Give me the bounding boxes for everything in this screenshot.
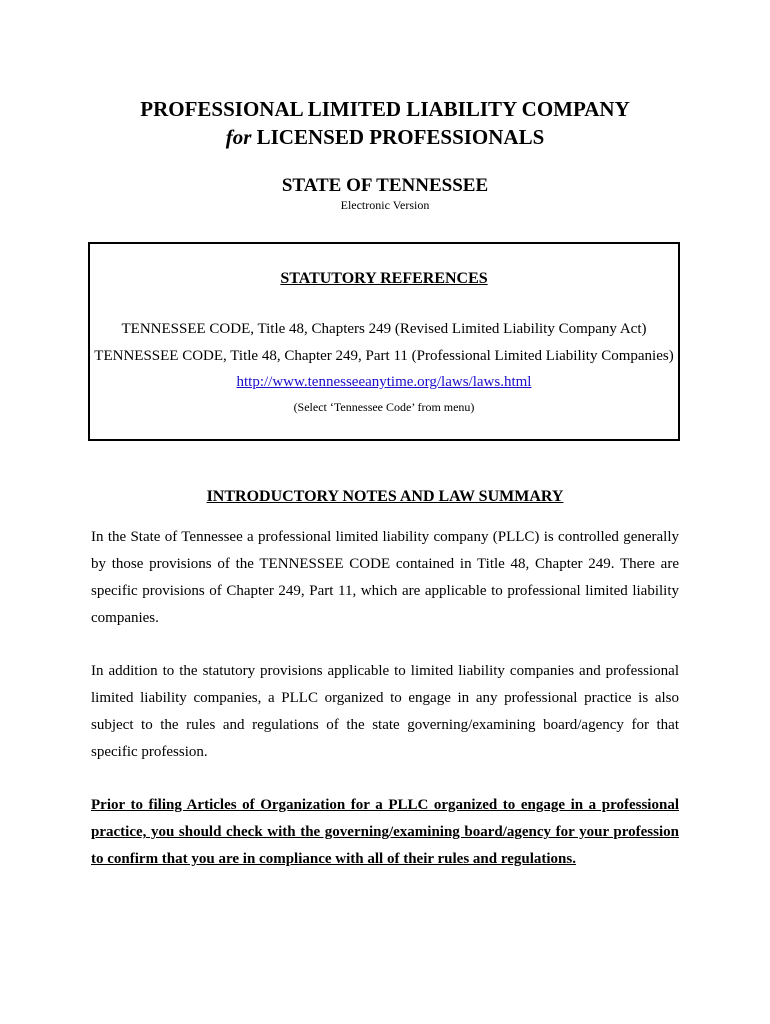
link-note: (Select ‘Tennessee Code’ from menu) <box>293 400 475 414</box>
statutory-reference-1: TENNESSEE CODE, Title 48, Chapters 249 (Revised Limited Liability Company Act) <box>121 321 647 337</box>
document-title: PROFESSIONAL LIMITED LIABILITY COMPANY <box>140 97 630 121</box>
statutory-references-heading: STATUTORY REFERENCES <box>280 270 488 287</box>
intro-paragraph-1: In the State of Tennessee a professional limited liability company (PLLC) is controlled generally by those provisions of the TENNESSEE CODE contained in Title 48, Chapter 249. There are specific provisions of Chapter 249, Part 11, which are applicable to professional limited liability companies. <box>91 529 679 626</box>
edition-label: Electronic Version <box>340 198 430 212</box>
compliance-warning-paragraph: Prior to filing Articles of Organization for a PLLC organized to engage in a professional practice, you should check with the governing/examining board/agency for your profession to confirm that you are in compliance with all of their rules and regulations. <box>91 797 679 867</box>
document-subtitle <box>0 123 770 151</box>
intro-section-heading: INTRODUCTORY NOTES AND LAW SUMMARY <box>206 488 564 505</box>
intro-paragraph-2: In addition to the statutory provisions applicable to limited liability companies and professional limited liability companies, a PLLC organized to engage in any professional practice is also subject to the rules and regulations of the state governing/examining board/agency for that specific profession. <box>91 663 679 760</box>
tennessee-laws-link[interactable]: http://www.tennesseeanytime.org/laws/laws.html <box>236 374 532 390</box>
subtitle-italic-word: for <box>225 125 252 149</box>
statutory-reference-2: TENNESSEE CODE, Title 48, Chapter 249, Part 11 (Professional Limited Liability Companies) <box>94 348 674 364</box>
state-heading: STATE OF TENNESSEE <box>281 175 489 196</box>
subtitle-text: LICENSED PROFESSIONALS <box>256 125 545 149</box>
statutory-references-box <box>88 242 680 441</box>
